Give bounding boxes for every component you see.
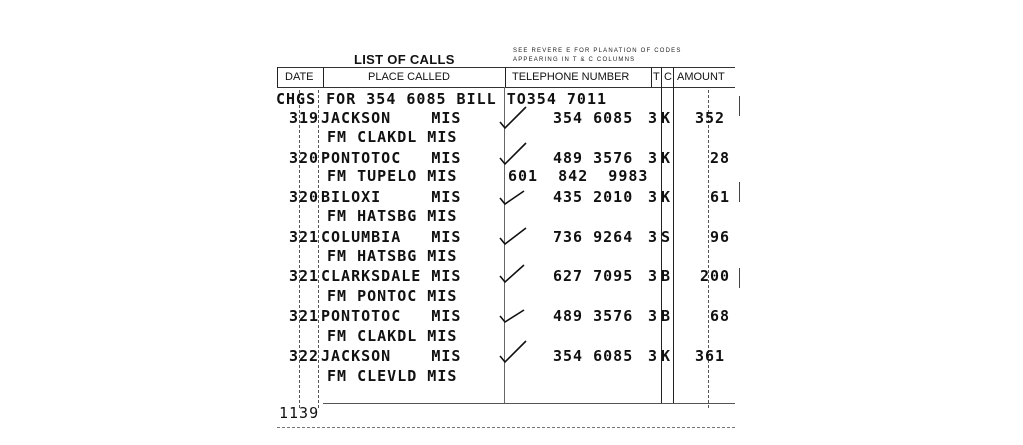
codes-note-line-1: SEE REVERE E FOR PLANATION OF CODES xyxy=(513,48,682,54)
call-c-code: K xyxy=(661,347,672,365)
call-place: PONTOTOC MIS xyxy=(321,149,462,167)
call-date: 320 xyxy=(289,149,320,167)
right-edge-mark xyxy=(739,96,740,116)
call-origin: FM HATSBG MIS xyxy=(327,247,458,265)
call-amount: 61 xyxy=(710,188,731,206)
date-column-divider xyxy=(323,67,324,87)
call-date: 321 xyxy=(289,267,320,285)
check-mark-icon xyxy=(498,140,528,166)
call-place: PONTOTOC MIS xyxy=(321,307,462,325)
call-amount: 68 xyxy=(710,307,731,325)
call-place: COLUMBIA MIS xyxy=(321,228,462,246)
call-date: 322 xyxy=(289,347,320,365)
call-origin: FM CLEVLD MIS xyxy=(327,367,458,385)
call-origin: FM HATSBG MIS xyxy=(327,207,458,225)
call-c-code: S xyxy=(661,228,672,246)
call-alt-phone: 601 842 9983 xyxy=(508,167,649,185)
right-edge-mark xyxy=(739,268,740,288)
check-mark-icon xyxy=(498,224,528,246)
header-left-edge xyxy=(277,67,278,87)
footer-dashed-rule xyxy=(277,427,735,428)
call-place: JACKSON MIS xyxy=(321,109,462,127)
call-c-code: K xyxy=(661,109,672,127)
call-phone: 736 9264 xyxy=(553,228,634,246)
page-number: 1139 xyxy=(279,404,320,422)
call-origin: FM CLAKDL MIS xyxy=(327,327,458,345)
call-c-code: B xyxy=(661,267,672,285)
header-top-rule xyxy=(277,67,735,68)
call-amount: 96 xyxy=(710,228,731,246)
call-t-code: 3 xyxy=(648,267,659,285)
call-date: 319 xyxy=(289,109,320,127)
place-column-divider xyxy=(505,67,506,87)
check-mark-icon xyxy=(498,262,528,284)
statement-title: LIST OF CALLS xyxy=(354,52,455,67)
call-place: JACKSON MIS xyxy=(321,347,462,365)
call-amount: 200 xyxy=(700,267,731,285)
c-column-divider xyxy=(673,67,674,403)
call-date: 321 xyxy=(289,228,320,246)
check-mark-icon xyxy=(498,104,528,130)
call-amount: 361 xyxy=(695,347,726,365)
header-bottom-rule xyxy=(277,87,735,88)
call-c-code: B xyxy=(661,307,672,325)
call-t-code: 3 xyxy=(648,307,659,325)
call-date: 320 xyxy=(289,188,320,206)
call-phone: 489 3576 xyxy=(553,149,634,167)
call-t-code: 3 xyxy=(648,188,659,206)
call-origin: FM TUPELO MIS xyxy=(327,167,458,185)
call-c-code: K xyxy=(661,149,672,167)
call-c-code: K xyxy=(661,188,672,206)
call-place: CLARKSDALE MIS xyxy=(321,267,462,285)
phone-column-header: TELEPHONE NUMBER xyxy=(512,71,630,83)
t-column-header: T xyxy=(653,71,660,83)
call-t-code: 3 xyxy=(648,347,659,365)
call-phone: 354 6085 xyxy=(553,109,634,127)
call-place: BILOXI MIS xyxy=(321,188,462,206)
date-column-header: DATE xyxy=(285,71,314,83)
c-column-header: C xyxy=(664,71,672,83)
right-edge-mark xyxy=(739,182,740,202)
call-t-code: 3 xyxy=(648,109,659,127)
check-mark-icon xyxy=(498,338,528,364)
check-mark-icon xyxy=(498,304,528,324)
call-origin: FM CLAKDL MIS xyxy=(327,128,458,146)
amount-column-header: AMOUNT xyxy=(677,71,725,83)
call-phone: 435 2010 xyxy=(553,188,634,206)
call-phone: 489 3576 xyxy=(553,307,634,325)
check-mark-icon xyxy=(498,186,528,206)
charges-line: CHGS FOR 354 6085 BILL TO354 7011 xyxy=(276,90,608,108)
call-phone: 354 6085 xyxy=(553,347,634,365)
codes-note-line-2: APPEARING IN T & C COLUMNS xyxy=(513,57,636,63)
call-phone: 627 7095 xyxy=(553,267,634,285)
footer-rule xyxy=(323,403,735,404)
call-origin: FM PONTOC MIS xyxy=(327,287,458,305)
call-amount: 352 xyxy=(695,109,726,127)
call-t-code: 3 xyxy=(648,149,659,167)
phone-column-divider xyxy=(651,67,652,87)
call-t-code: 3 xyxy=(648,228,659,246)
call-date: 321 xyxy=(289,307,320,325)
place-column-header: PLACE CALLED xyxy=(368,71,450,83)
call-amount: 28 xyxy=(710,149,731,167)
